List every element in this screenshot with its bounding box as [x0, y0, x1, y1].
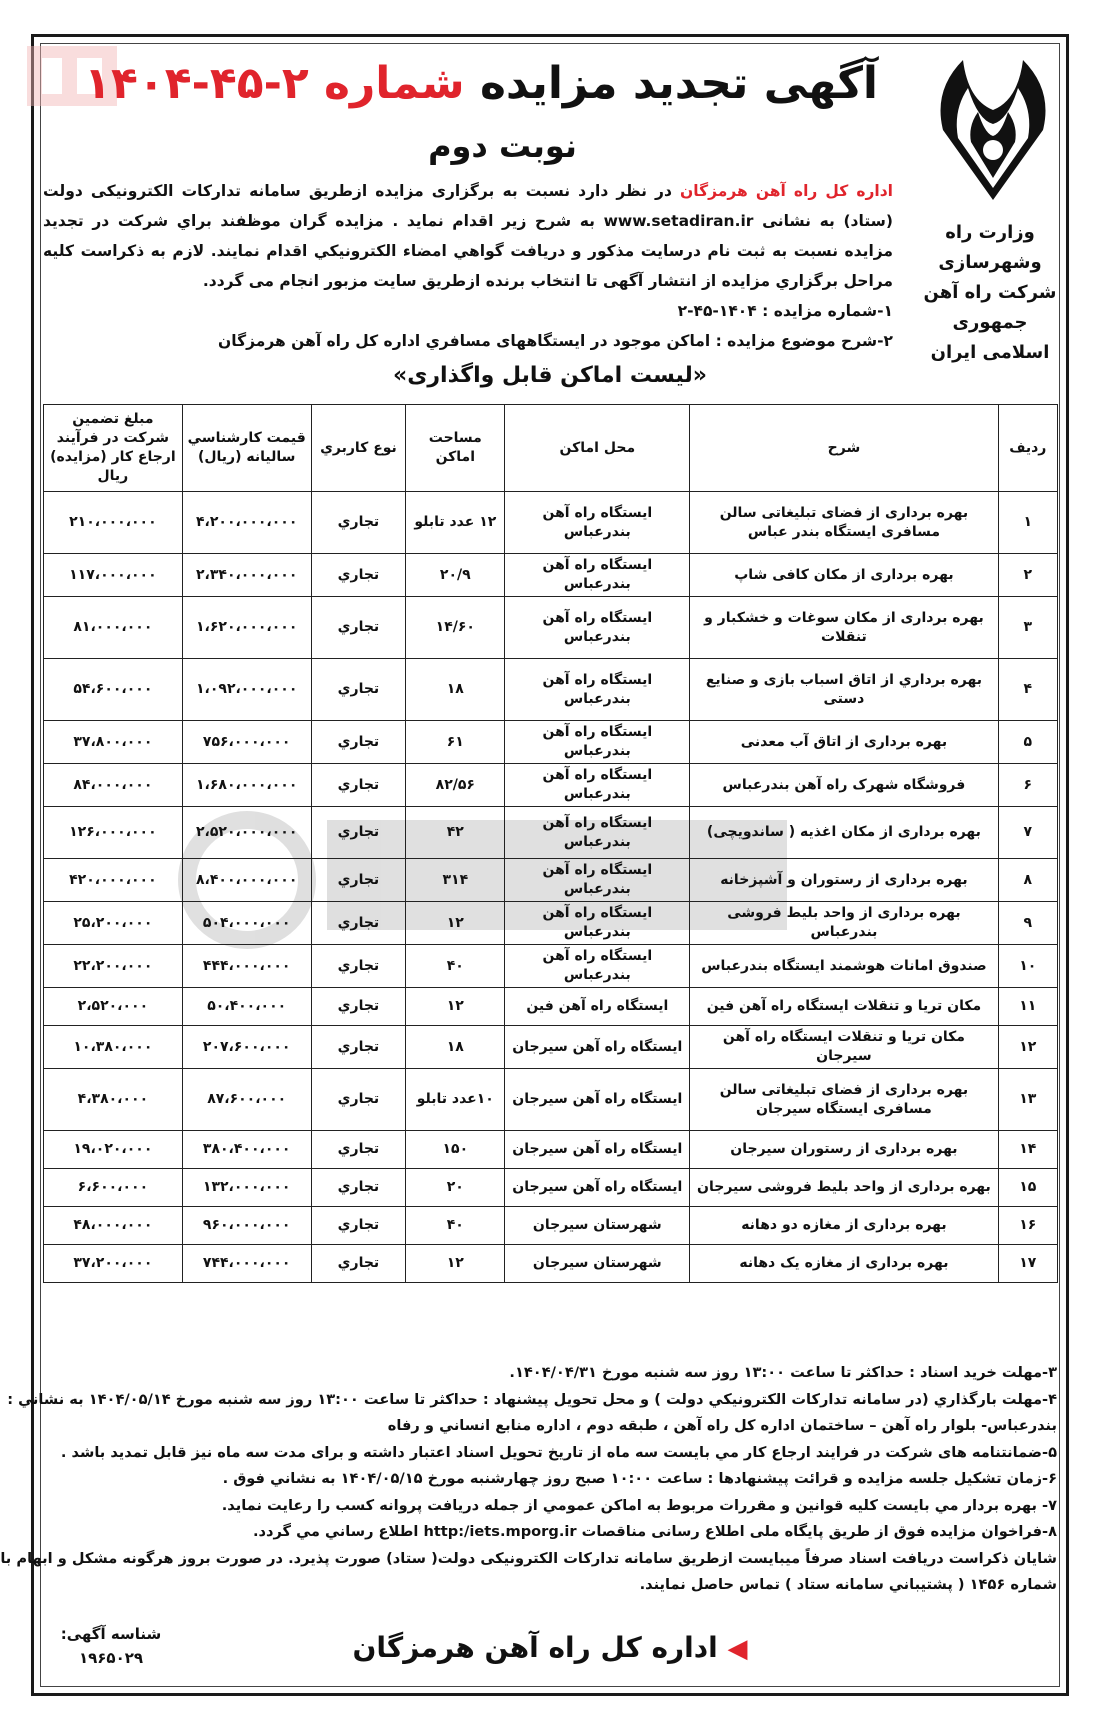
- cell-area: ۱۸: [406, 659, 505, 721]
- cell-guarantee: ۱۲۶،۰۰۰،۰۰۰: [44, 807, 183, 859]
- cell-guarantee: ۱۱۷،۰۰۰،۰۰۰: [44, 554, 183, 597]
- cell-guarantee: ۴۲۰،۰۰۰،۰۰۰: [44, 859, 183, 902]
- cell-row-no: ۶: [998, 764, 1057, 807]
- cell-guarantee: ۴۸،۰۰۰،۰۰۰: [44, 1207, 183, 1245]
- table-row: [44, 1026, 1058, 1069]
- cell-usage: تجاري: [311, 597, 406, 659]
- cell-area: ۲۰/۹: [406, 554, 505, 597]
- cell-row-no: ۴: [998, 659, 1057, 721]
- cell-price: ۱،۶۸۰،۰۰۰،۰۰۰: [182, 764, 311, 807]
- cell-location: ایستگاه راه آهن بندرعباس: [505, 902, 690, 945]
- cell-description: بهره برداری از فضای تبلیغاتی سالن مسافری ایستگاه بندر عباس: [690, 492, 998, 554]
- cell-description: مکان تریا و تنقلات ایستگاه راه آهن فین: [690, 988, 998, 1026]
- cell-guarantee: ۳۷،۲۰۰،۰۰۰: [44, 1245, 183, 1283]
- cell-usage: تجاري: [311, 945, 406, 988]
- cell-description: بهره برداری از واحد بلیط فروشی بندرعباس: [690, 902, 998, 945]
- footer-org-name: اداره کل راه آهن هرمزگان: [352, 1631, 718, 1664]
- railway-emblem-icon: [923, 50, 1063, 210]
- cell-area: ۱۰عدد تابلو: [406, 1069, 505, 1131]
- cell-area: ۶۱: [406, 721, 505, 764]
- page-subtitle: نوبت دوم: [428, 127, 577, 165]
- cell-price: ۹۶۰،۰۰۰،۰۰۰: [182, 1207, 311, 1245]
- cell-usage: تجاري: [311, 1069, 406, 1131]
- table-row: [44, 988, 1058, 1026]
- cell-price: ۱،۰۹۲،۰۰۰،۰۰۰: [182, 659, 311, 721]
- cell-row-no: ۱۲: [998, 1026, 1057, 1069]
- cell-usage: تجاري: [311, 902, 406, 945]
- cell-description: بهره برداری از واحد بلیط فروشی سیرجان: [690, 1169, 998, 1207]
- header-row-no: ردیف: [998, 405, 1057, 492]
- cell-description: بهره برداری از مکان کافی شاپ: [690, 554, 998, 597]
- table-row: [44, 902, 1058, 945]
- cell-description: بهره برداری از مغازه دو دهانه: [690, 1207, 998, 1245]
- table-row: [44, 1131, 1058, 1169]
- cell-row-no: ۷: [998, 807, 1057, 859]
- cell-location: ایستگاه راه آهن سیرجان: [505, 1069, 690, 1131]
- cell-price: ۴۴۴،۰۰۰،۰۰۰: [182, 945, 311, 988]
- cell-usage: تجاري: [311, 1131, 406, 1169]
- note-line: شماره ۱۴۵۶ ( پشتیباني سامانه ستاد ) تماس حاصل نمایند.: [639, 1576, 1057, 1593]
- cell-usage: تجاري: [311, 1245, 406, 1283]
- table-row: [44, 807, 1058, 859]
- cell-description: بهره برداری از رستوران و آشپزخانه: [690, 859, 998, 902]
- header-usage: نوع کاربري: [311, 405, 406, 492]
- cell-location: ایستگاه راه آهن بندرعباس: [505, 764, 690, 807]
- cell-guarantee: ۸۱،۰۰۰،۰۰۰: [44, 597, 183, 659]
- cell-guarantee: ۶،۶۰۰،۰۰۰: [44, 1169, 183, 1207]
- cell-row-no: ۱۶: [998, 1207, 1057, 1245]
- ad-id-block: [51, 1622, 171, 1670]
- cell-guarantee: ۲۲،۲۰۰،۰۰۰: [44, 945, 183, 988]
- cell-row-no: ۵: [998, 721, 1057, 764]
- cell-location: ایستگاه راه آهن سیرجان: [505, 1026, 690, 1069]
- cell-location: ایستگاه راه آهن بندرعباس: [505, 859, 690, 902]
- cell-area: ۱۴/۶۰: [406, 597, 505, 659]
- cell-guarantee: ۵۴،۶۰۰،۰۰۰: [44, 659, 183, 721]
- header-description: شرح: [690, 405, 998, 492]
- cell-description: بهره برداری از مکان سوغات و خشکبار و تنقلات: [690, 597, 998, 659]
- page-title: [84, 56, 878, 112]
- cell-guarantee: ۲،۵۲۰،۰۰۰: [44, 988, 183, 1026]
- cell-row-no: ۲: [998, 554, 1057, 597]
- note-line: بندرعباس- بلوار راه آهن – ساختمان اداره کل راه آهن ، طبقه دوم ، اداره منابع انساني و رفاه: [387, 1417, 1057, 1434]
- cell-guarantee: ۴،۳۸۰،۰۰۰: [44, 1069, 183, 1131]
- footer-org: [207, 1628, 893, 1669]
- ad-id-value: ۱۹۶۵۰۲۹: [78, 1649, 144, 1667]
- cell-area: ۱۲ عدد تابلو: [406, 492, 505, 554]
- cell-description: صندوق امانات هوشمند ایستگاه بندرعباس: [690, 945, 998, 988]
- header-location: محل اماکن: [505, 405, 690, 492]
- cell-price: ۲۰۷،۶۰۰،۰۰۰: [182, 1026, 311, 1069]
- table-row: [44, 721, 1058, 764]
- notes-section: [0, 1360, 1057, 1599]
- cell-area: ۳۱۴: [406, 859, 505, 902]
- cell-price: ۴،۲۰۰،۰۰۰،۰۰۰: [182, 492, 311, 554]
- cell-area: ۴۰: [406, 945, 505, 988]
- ministry-block: [905, 218, 1075, 368]
- cell-location: ایستگاه راه آهن بندرعباس: [505, 807, 690, 859]
- cell-area: ۸۲/۵۶: [406, 764, 505, 807]
- cell-location: ایستگاه راه آهن بندرعباس: [505, 554, 690, 597]
- table-row: [44, 1169, 1058, 1207]
- cell-location: ایستگاه راه آهن فین: [505, 988, 690, 1026]
- ministry-line-1: وزارت راه وشهرسازی: [938, 222, 1042, 273]
- header-area: مساحت اماکن: [406, 405, 505, 492]
- cell-description: بهره برداری از مکان اغذیه ( ساندویچی): [690, 807, 998, 859]
- cell-usage: تجاري: [311, 859, 406, 902]
- note-line: ۷- بهره بردار مي بایست کلیه قوانین و مقررات مربوط به اماکن عمومي از جمله دریافت پروانه کسب را رعایت نماید.: [221, 1496, 1057, 1514]
- title-main: آگهی تجدید مزایده: [479, 58, 878, 109]
- cell-area: ۲۰: [406, 1169, 505, 1207]
- cell-row-no: ۳: [998, 597, 1057, 659]
- cell-price: ۲،۳۴۰،۰۰۰،۰۰۰: [182, 554, 311, 597]
- cell-description: بهره برداري از اتاق اسباب بازی و صنایع دستی: [690, 659, 998, 721]
- note-line: ۶-زمان تشکیل جلسه مزایده و قرائت پیشنهادها : ساعت ۱۰:۰۰ صبح روز چهارشنبه مورخ ۱۴۰۴/۰۵/۱۵ به نشاني فوق .: [222, 1470, 1057, 1487]
- triangle-arrow-icon: ◀: [727, 1634, 748, 1664]
- cell-usage: تجاري: [311, 554, 406, 597]
- cell-usage: تجاري: [311, 1169, 406, 1207]
- cell-guarantee: ۱۹،۰۲۰،۰۰۰: [44, 1131, 183, 1169]
- cell-guarantee: ۳۷،۸۰۰،۰۰۰: [44, 721, 183, 764]
- cell-row-no: ۸: [998, 859, 1057, 902]
- cell-area: ۱۵۰: [406, 1131, 505, 1169]
- cell-location: ایستگاه راه آهن بندرعباس: [505, 597, 690, 659]
- note-line: ۳-مهلت خرید اسناد : حداکثر تا ساعت ۱۳:۰۰ روز سه شنبه مورخ ۱۴۰۴/۰۴/۳۱.: [509, 1364, 1057, 1381]
- cell-price: ۷۵۶،۰۰۰،۰۰۰: [182, 721, 311, 764]
- table-row: [44, 764, 1058, 807]
- auction-table: [43, 404, 1058, 1283]
- cell-location: ایستگاه راه آهن سیرجان: [505, 1169, 690, 1207]
- note-line: ۵-ضمانتنامه های شرکت در فرایند ارجاع کار مي بایست سه ماه از تاریخ تحویل اسناد اعتبار داشته و برای مدت سه ماه نیز قابل تمدید باشد .: [60, 1443, 1057, 1461]
- cell-area: ۱۲: [406, 902, 505, 945]
- table-row: [44, 1245, 1058, 1283]
- cell-usage: تجاري: [311, 807, 406, 859]
- cell-price: ۳۸۰،۴۰۰،۰۰۰: [182, 1131, 311, 1169]
- cell-location: ایستگاه راه آهن بندرعباس: [505, 945, 690, 988]
- cell-guarantee: ۱۰،۳۸۰،۰۰۰: [44, 1026, 183, 1069]
- header-guarantee: مبلغ تضمین شرکت در فرآیند ارجاع کار (مزایده) ریال: [44, 405, 183, 492]
- note-line: شایان ذکراست دریافت اسناد صرفاً میبایست ازطریق سامانه تدارکات الکترونیکی دولت( ستاد) صورت پذیرد. در صورت بروز هرگونه مشکل و ابهام با: [0, 1549, 1057, 1567]
- cell-location: شهرستان سیرجان: [505, 1245, 690, 1283]
- cell-guarantee: ۲۱۰،۰۰۰،۰۰۰: [44, 492, 183, 554]
- table-row: [44, 492, 1058, 554]
- cell-row-no: ۱: [998, 492, 1057, 554]
- cell-description: بهره برداری از مغازه یک دهانه: [690, 1245, 998, 1283]
- cell-price: ۵۰۴،۰۰۰،۰۰۰: [182, 902, 311, 945]
- cell-price: ۷۴۴،۰۰۰،۰۰۰: [182, 1245, 311, 1283]
- intro-org-highlight: اداره کل راه آهن هرمزگان: [680, 182, 893, 200]
- cell-usage: تجاري: [311, 1026, 406, 1069]
- cell-usage: تجاري: [311, 1207, 406, 1245]
- cell-usage: تجاري: [311, 988, 406, 1026]
- note-line: ۸-فراخوان مزایده فوق از طریق پایگاه ملی اطلاع رسانی مناقصات http:/iets.mporg.ir اطلاع رساني مي گردد.: [252, 1523, 1057, 1540]
- cell-location: ایستگاه راه آهن سیرجان: [505, 1131, 690, 1169]
- cell-row-no: ۱۵: [998, 1169, 1057, 1207]
- cell-location: ایستگاه راه آهن بندرعباس: [505, 721, 690, 764]
- intro-section: [43, 176, 893, 356]
- cell-description: بهره برداری از فضای تبلیغاتی سالن مسافری ایستگاه سیرجان: [690, 1069, 998, 1131]
- intro-item-1: ۱-شماره مزایده : ۱۴۰۴-۴۵-۲: [677, 302, 893, 320]
- cell-usage: تجاري: [311, 764, 406, 807]
- note-line: ۴-مهلت بارگذاري (در سامانه تدارکات الکترونیکي دولت ) و محل تحویل پیشنهاد : حداکثر تا ساعت ۱۳:۰۰ روز سه شنبه مورخ ۱۴۰۴/۰۵/۱۴ به نشاني :: [7, 1390, 1057, 1408]
- cell-row-no: ۹: [998, 902, 1057, 945]
- table-row: [44, 597, 1058, 659]
- cell-description: بهره برداری از اتاق آب معدنی: [690, 721, 998, 764]
- cell-description: فروشگاه شهرک راه آهن بندرعباس: [690, 764, 998, 807]
- cell-row-no: ۱۱: [998, 988, 1057, 1026]
- cell-usage: تجاري: [311, 659, 406, 721]
- cell-description: مکان تریا و تنقلات ایستگاه راه آهن سیرجان: [690, 1026, 998, 1069]
- cell-row-no: ۱۰: [998, 945, 1057, 988]
- cell-guarantee: ۲۵،۲۰۰،۰۰۰: [44, 902, 183, 945]
- header-price: قیمت کارشناسي سالیانه (ریال): [182, 405, 311, 492]
- intro-body: در نظر دارد نسبت به برگزاری مزایده ازطریق سامانه تدارکات الکترونیکی دولت (ستاد) به نشانی www.setadiran.ir به شرح زیر اقدام نماید . مزایده گران موظفند براي شرکت در تجدید مزایده نسبت به ثبت نام درسایت مذکور و دریافت گواهي امضاء الکترونیکي اقدام نمایند. لازم به ذکراست کلیه مراحل برگزاري مزایده از انتشار آگهی تا انتخاب برنده ازطریق سایت مزبور انجام می گردد.: [43, 182, 893, 290]
- ministry-line-2: شرکت راه آهن جمهوری: [923, 282, 1057, 333]
- cell-location: ایستگاه راه آهن بندرعباس: [505, 659, 690, 721]
- table-body: [44, 492, 1058, 1283]
- cell-area: ۴۰: [406, 1207, 505, 1245]
- table-row: [44, 1207, 1058, 1245]
- ministry-line-3: اسلامی ایران: [930, 342, 1050, 363]
- intro-paragraph: [43, 176, 893, 296]
- table-row: [44, 554, 1058, 597]
- cell-price: ۱،۶۲۰،۰۰۰،۰۰۰: [182, 597, 311, 659]
- table-header-row: [44, 405, 1058, 492]
- cell-location: شهرستان سیرجان: [505, 1207, 690, 1245]
- table-row: [44, 1069, 1058, 1131]
- cell-area: ۱۸: [406, 1026, 505, 1069]
- cell-row-no: ۱۷: [998, 1245, 1057, 1283]
- cell-usage: تجاري: [311, 721, 406, 764]
- intro-item-2: ۲-شرح موضوع مزایده : اماکن موجود در ایستگاههای مسافري اداره کل راه آهن هرمزگان: [218, 332, 893, 350]
- cell-row-no: ۱۴: [998, 1131, 1057, 1169]
- ad-id-label: شناسه آگهی:: [60, 1625, 162, 1643]
- cell-usage: تجاري: [311, 492, 406, 554]
- cell-price: ۸،۴۰۰،۰۰۰،۰۰۰: [182, 859, 311, 902]
- cell-area: ۱۲: [406, 1245, 505, 1283]
- cell-description: بهره برداری از رستوران سیرجان: [690, 1131, 998, 1169]
- cell-row-no: ۱۳: [998, 1069, 1057, 1131]
- cell-guarantee: ۸۴،۰۰۰،۰۰۰: [44, 764, 183, 807]
- cell-price: ۸۷،۶۰۰،۰۰۰: [182, 1069, 311, 1131]
- cell-price: ۱۳۲،۰۰۰،۰۰۰: [182, 1169, 311, 1207]
- table-row: [44, 945, 1058, 988]
- table-row: [44, 859, 1058, 902]
- cell-price: ۵۰،۴۰۰،۰۰۰: [182, 988, 311, 1026]
- cell-location: ایستگاه راه آهن بندرعباس: [505, 492, 690, 554]
- title-number: شماره ۲-۴۵-۱۴۰۴: [84, 58, 465, 109]
- table-row: [44, 659, 1058, 721]
- cell-area: ۱۲: [406, 988, 505, 1026]
- cell-area: ۴۲: [406, 807, 505, 859]
- list-title: «لیست اماکن قابل واگذاری»: [393, 363, 707, 388]
- cell-price: ۲،۵۲۰،۰۰۰،۰۰۰: [182, 807, 311, 859]
